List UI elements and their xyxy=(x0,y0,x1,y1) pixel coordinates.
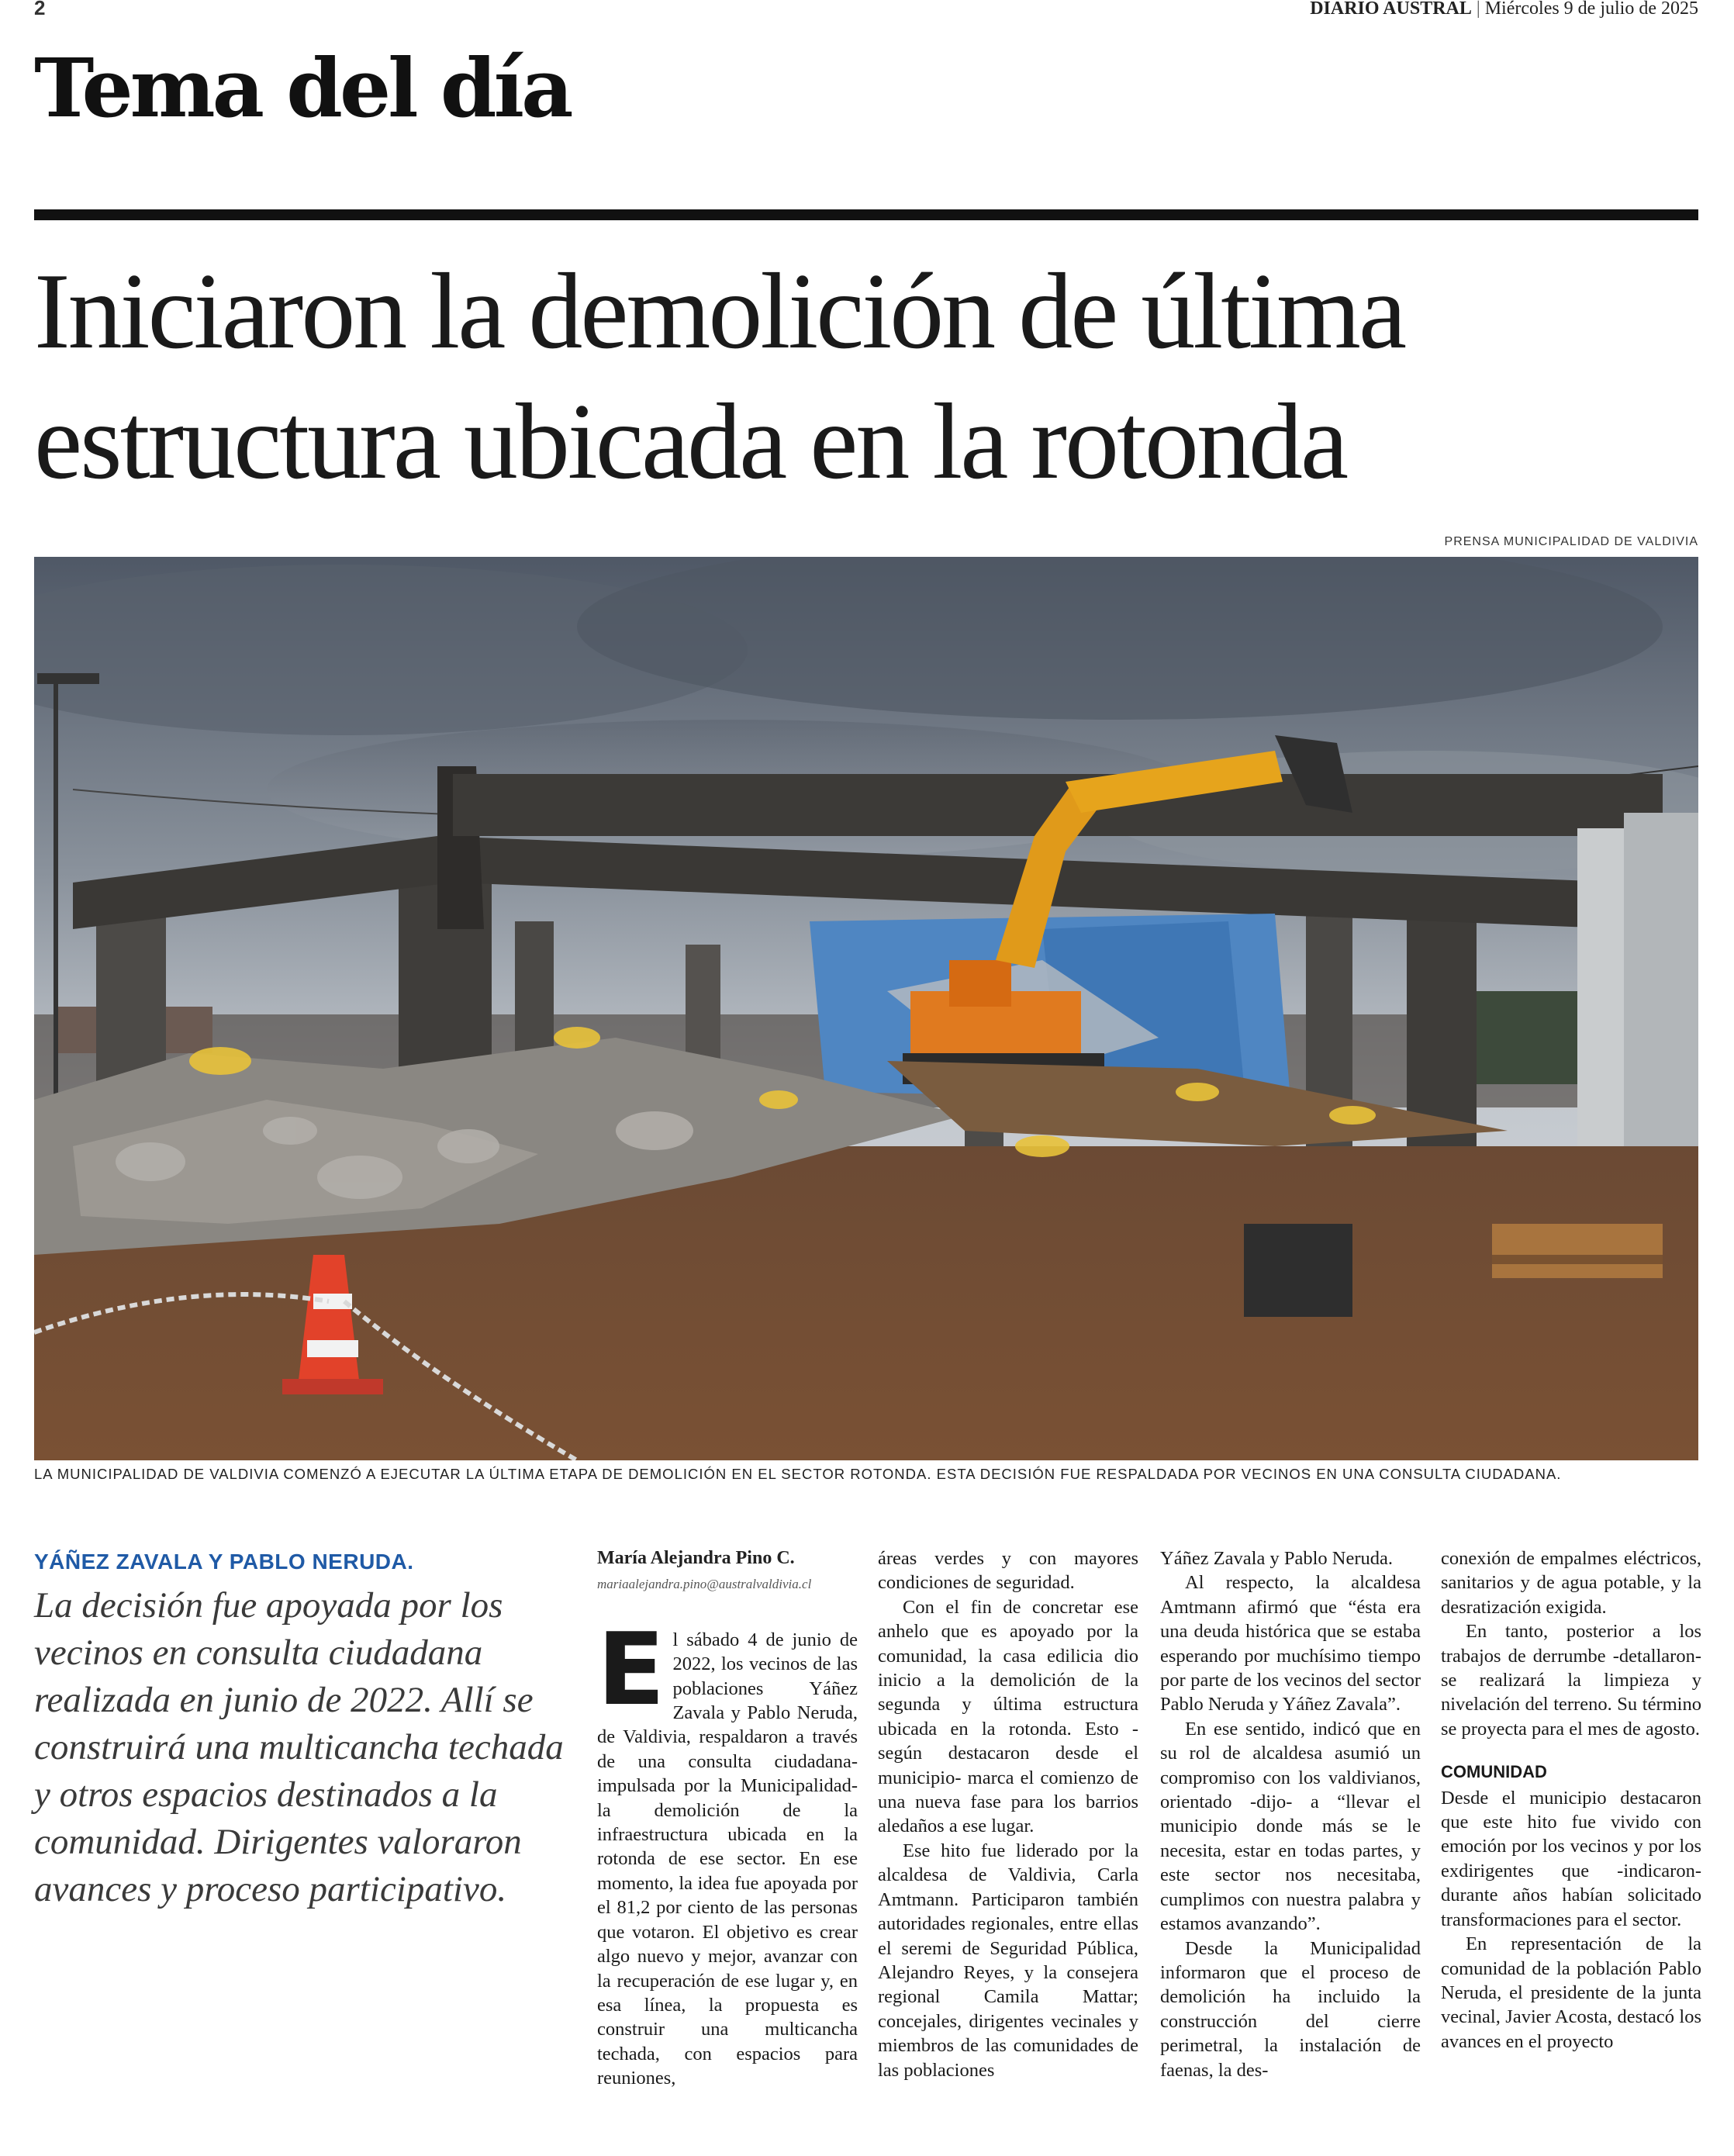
article-column-1 xyxy=(597,1546,858,2091)
demolition-photo xyxy=(34,557,1698,1460)
paragraph: En tanto, posterior a los trabajos de derrumbe -detallaron- se realizará la limpieza y nivelación del terreno. Su término se proyecta para el mes de agosto. xyxy=(1441,1621,1701,1740)
headline xyxy=(34,247,1709,507)
publication-date: Miércoles 9 de julio de 2025 xyxy=(1484,0,1698,19)
section-title: Tema del día xyxy=(34,40,571,136)
paragraph: áreas verdes y con mayores condiciones de seguridad. xyxy=(878,1548,1138,1594)
kicker: YÁÑEZ ZAVALA Y PABLO NERUDA. xyxy=(34,1550,414,1574)
headline-line-1: Iniciaron la demolición de última xyxy=(34,251,1405,371)
photo-credit: PRENSA MUNICIPALIDAD DE VALDIVIA xyxy=(1444,535,1698,548)
article-column-4 xyxy=(1441,1546,1701,2054)
paragraph: Al respecto, la alcaldesa Amtmann afirmó que “ésta era una deuda histórica que se estaba esperando por muchísimo tiempo por parte de los vecinos del sector Pablo Neruda y Yáñez Zavala”. xyxy=(1160,1572,1421,1715)
dropcap: E xyxy=(597,1612,665,1728)
paragraph: l sábado 4 de junio de 2022, los vecinos de las poblaciones Yáñez Zavala y Pablo Neruda, de Valdivia, respaldaron a través de una consulta ciudadana-impulsada por la Municipalidad- la demolición de la infraestructura ubicada en la rotonda de ese sector. En ese momento, la idea fue apoyada por el 81,2 por ciento de las personas que votaron. El objetivo es crear algo nuevo y mejor, avanzar con la recuperación de ese lugar y, en esa línea, la propuesta es construir una multicancha techada, con espacios para reuniones, xyxy=(597,1629,858,2089)
author-byline: María Alejandra Pino C. xyxy=(597,1548,795,1568)
article-column-2 xyxy=(878,1546,1138,2082)
author-email: mariaalejandra.pino@australvaldivia.cl xyxy=(597,1577,812,1592)
page-number: 2 xyxy=(34,0,46,19)
headline-line-2: estructura ubicada en la rotonda xyxy=(34,382,1347,502)
photo-caption: LA MUNICIPALIDAD DE VALDIVIA COMENZÓ A EJECUTAR LA ÚLTIMA ETAPA DE DEMOLICIÓN EN EL SECTOR ROTONDA. ESTA DECISIÓN FUE RESPALDADA POR VECINOS EN UNA CONSULTA CIUDADANA. xyxy=(34,1466,1562,1482)
section-rule xyxy=(34,209,1698,220)
paragraph: Desde el municipio destacaron que este hito fue vivido con emoción por los vecinos y por los exdirigentes que -indicaron- durante años habían solicitado transformaciones para el sector. xyxy=(1441,1787,1701,1930)
publication-name: DIARIO AUSTRAL xyxy=(1310,0,1472,19)
masthead xyxy=(1310,0,1698,17)
paragraph: En ese sentido, indicó que en su rol de alcaldesa asumió un compromiso con los valdivianos, orientado -dijo- a “llevar el municipio donde más se le necesita, estar en todas partes, y este sector nos necesitaba, cumplimos con nuestra palabra y estamos avanzando”. xyxy=(1160,1718,1421,1935)
masthead-separator: | xyxy=(1476,0,1480,19)
paragraph: Ese hito fue liderado por la alcaldesa de Valdivia, Carla Amtmann. Participaron también autoridades regionales, entre ellas el seremi de Seguridad Pública, Alejandro Reyes, y la consejera regional Camila Mattar; concejales, dirigentes vecinales y miembros de las comunidades de las poblaciones xyxy=(878,1840,1138,2081)
paragraph: Yáñez Zavala y Pablo Neruda. xyxy=(1160,1548,1393,1569)
paragraph: En representación de la comunidad de la población Pablo Neruda, el presidente de la junta vecinal, Javier Acosta, destacó los avances en el proyecto xyxy=(1441,1933,1701,2052)
lead-summary: La decisión fue apoyada por los vecinos en consulta ciudadana realizada en junio de 2022. Allí se construirá una multicancha techada y otros espacios destinados a la comunidad. Dirigentes valoraron avances y proceso participativo. xyxy=(34,1585,564,1909)
article-column-3 xyxy=(1160,1546,1421,2082)
paragraph: Desde la Municipalidad informaron que el proceso de demolición ha incluido la construcción del cierre perimetral, la instalación de faenas, la des- xyxy=(1160,1937,1421,2081)
paragraph: Con el fin de concretar ese anhelo que es apoyado por la comunidad, la casa edilicia dio inicio a la demolición de la segunda y última estructura ubicada en la rotonda. Esto -según destacaron desde el municipio- marca el comienzo de una nueva fase para los barrios aledaños a ese lugar. xyxy=(878,1596,1138,1837)
subheading: COMUNIDAD xyxy=(1441,1762,1547,1782)
paragraph: conexión de empalmes eléctricos, sanitarios y de agua potable, y la desratización exigida. xyxy=(1441,1548,1701,1618)
